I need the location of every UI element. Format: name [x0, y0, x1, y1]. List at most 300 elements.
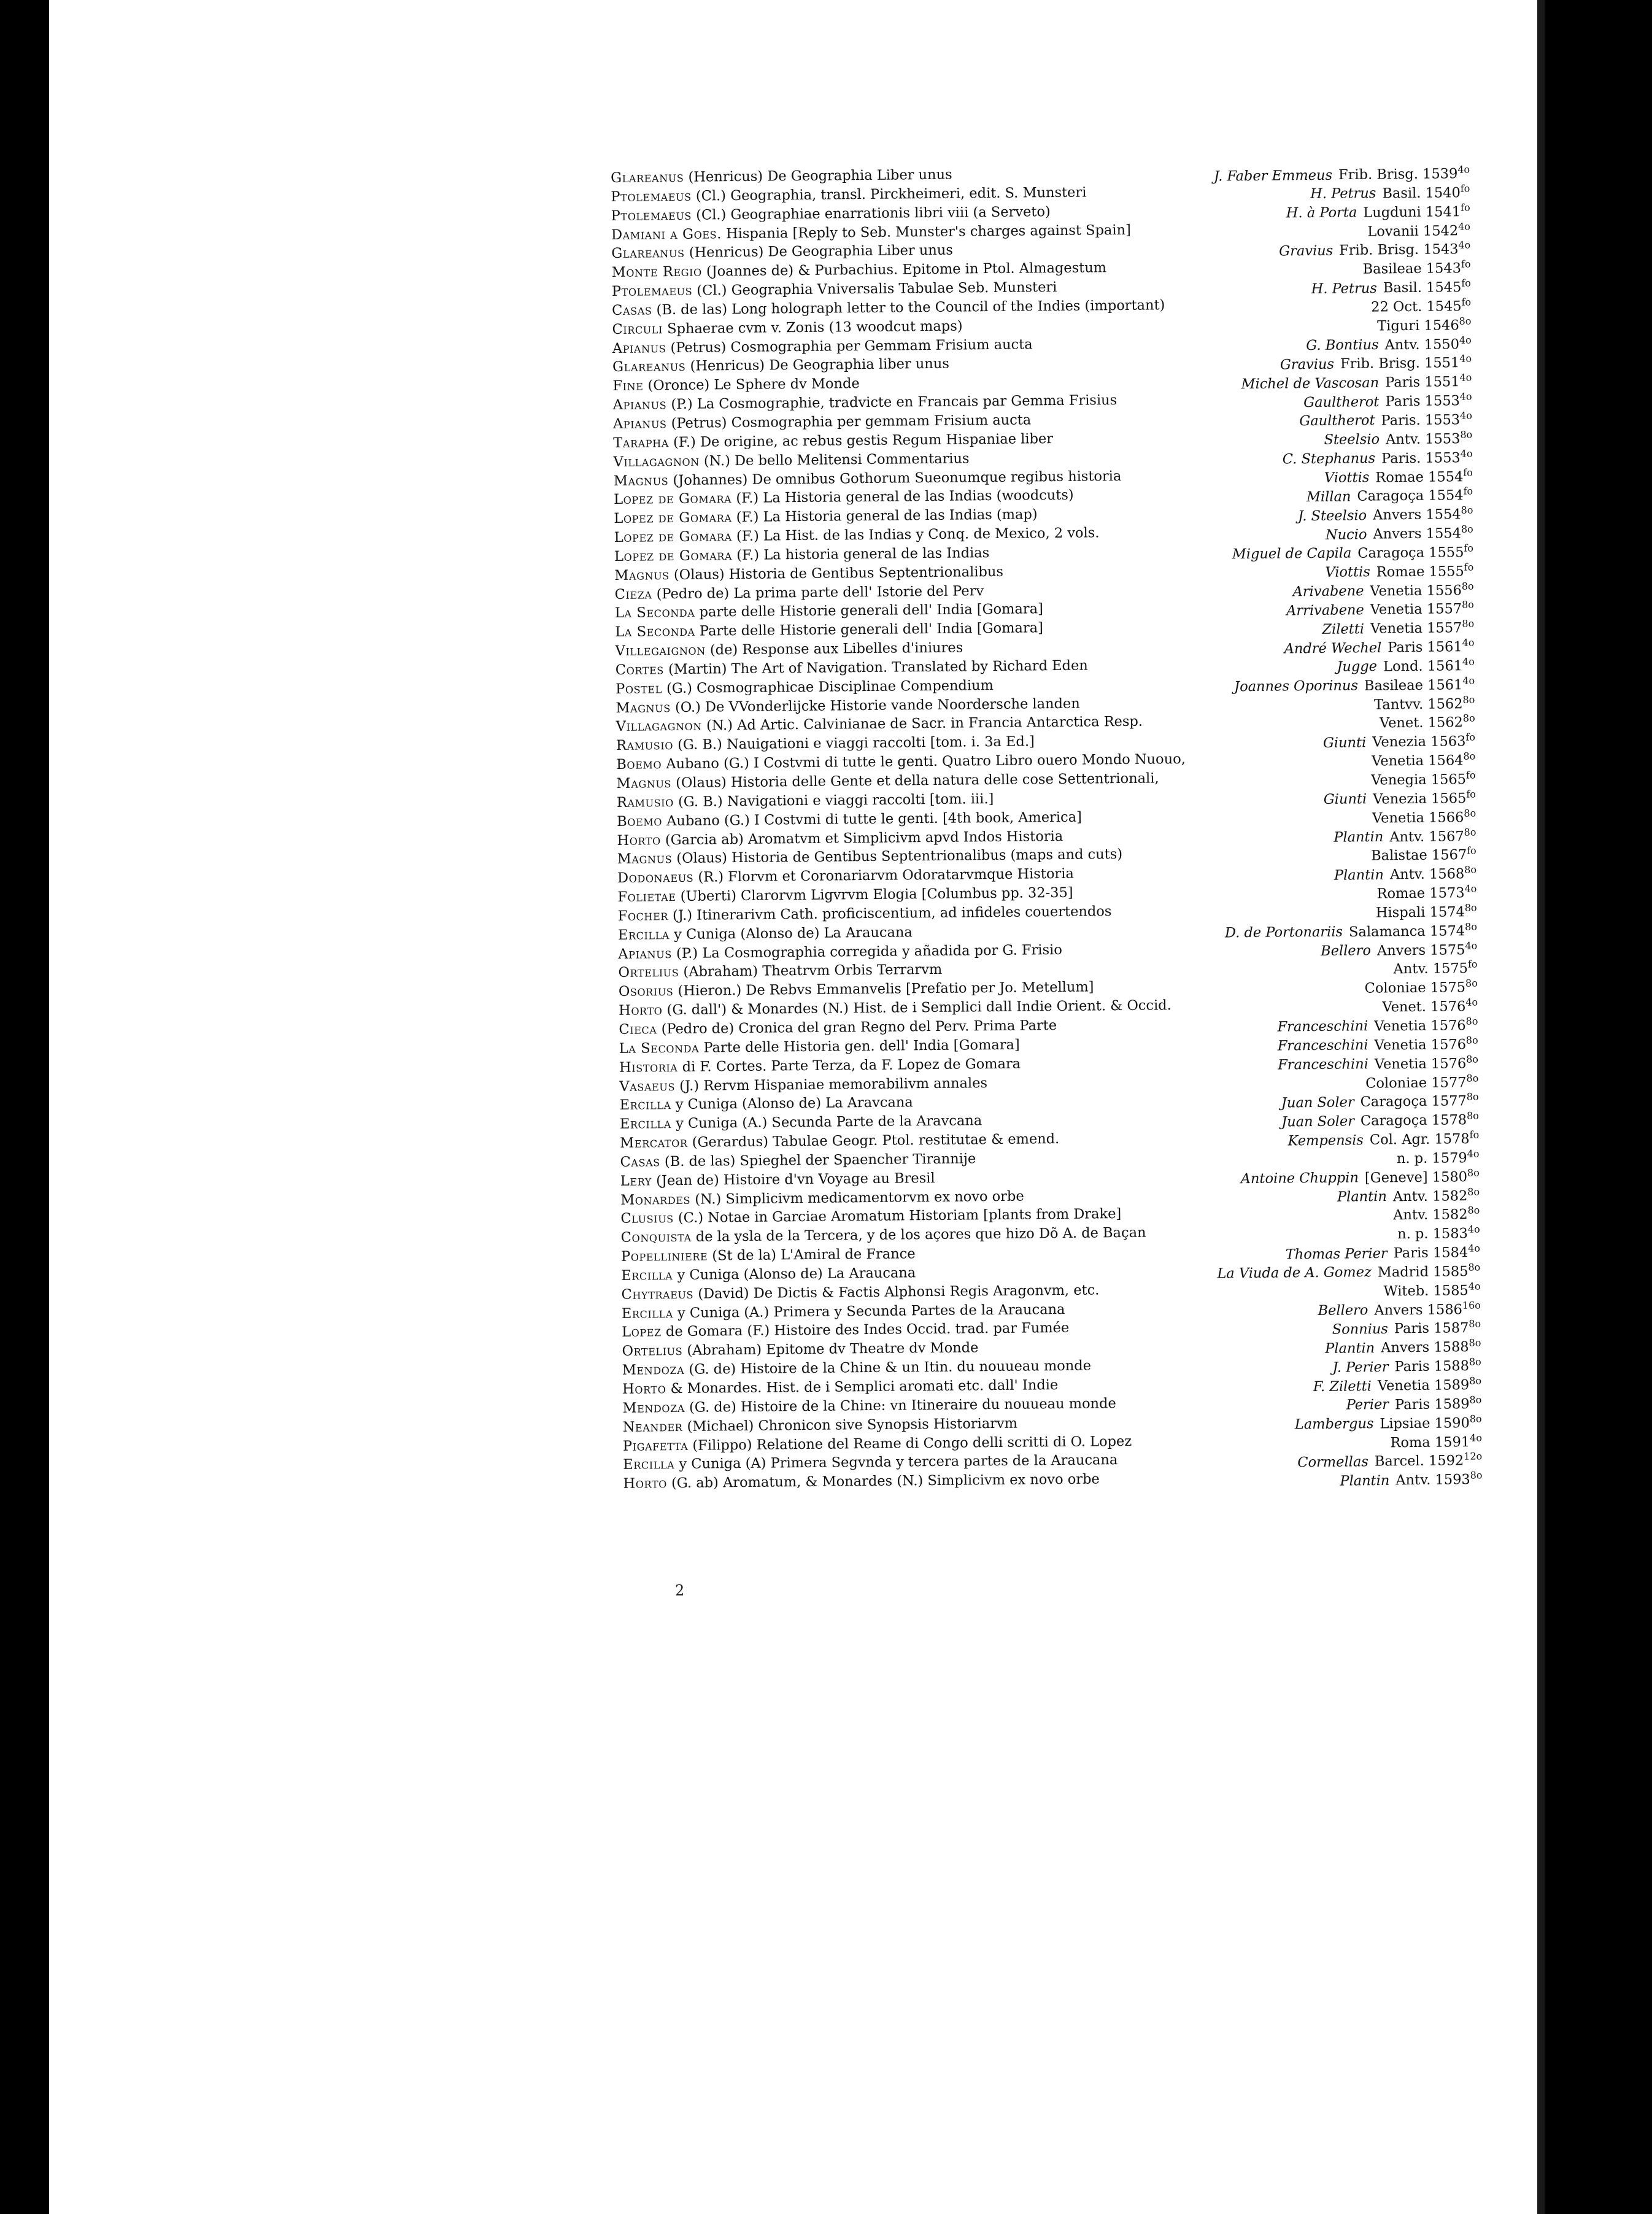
entry-place: Witeb.: [1383, 1282, 1429, 1300]
entry-publisher: Plantin: [1334, 828, 1384, 846]
entry-title: [621, 1244, 916, 1266]
entry-place: Venet.: [1379, 715, 1424, 731]
entry-format: 4o: [1459, 352, 1472, 365]
entry-format: fo: [1463, 485, 1473, 498]
entry-format: 8o: [1468, 1261, 1481, 1273]
entry-year: 1554: [1428, 487, 1464, 504]
entry-format: 8o: [1464, 901, 1477, 914]
entry-text: (Petrus) Cosmographia per gemmam Frisium aucta: [666, 412, 1032, 432]
entry-year: 1585: [1433, 1282, 1469, 1299]
entry-year: 1567: [1431, 847, 1467, 864]
entry-publisher: J. Steelsio: [1297, 507, 1367, 524]
entry-text: y Cuniga (Alonso de) La Aravcana: [671, 1094, 913, 1113]
entry-text: (Jean de) Histoire d'vn Voyage au Bresil: [651, 1170, 935, 1189]
entry-text: (G.) Cosmographicae Disciplinae Compendium: [662, 677, 994, 697]
entry-year: 1555: [1429, 544, 1464, 561]
entry-author: Circuli: [612, 320, 663, 338]
entry-text: (P.) La Cosmographia corregida y añadida por G. Frisio: [671, 941, 1062, 962]
entry-year: 1557: [1427, 620, 1462, 637]
entry-year: 1555: [1429, 563, 1464, 580]
entry-place: Paris.: [1381, 450, 1421, 467]
entry-publisher: Jugge: [1337, 658, 1378, 676]
entry-place: Romae: [1376, 885, 1426, 902]
entry-text: y Cuniga (A.) Primera y Secunda Partes de la Araucana: [673, 1301, 1065, 1321]
entry-format: 8o: [1462, 617, 1475, 630]
entry-format: 8o: [1460, 428, 1473, 441]
entry-year: 1546: [1424, 317, 1459, 334]
entry-format: 4o: [1460, 409, 1473, 422]
entry-publisher: Juan Soler: [1281, 1094, 1354, 1111]
entry-place: Romae: [1376, 563, 1425, 580]
entry-text: (G. de) Histoire de la Chine: vn Itineraire du nouueau monde: [684, 1395, 1116, 1416]
entry-publisher: H. Petrus: [1311, 280, 1378, 297]
entry-text: Aubano (G.) I Costvmi di tutte le genti. Quatro Libro ouero Mondo Nuouo,: [662, 751, 1186, 773]
entry-place: Lugduni: [1363, 204, 1421, 221]
entry-format: 4o: [1459, 334, 1472, 346]
entry-format: 12o: [1464, 1450, 1483, 1463]
entry-text: (F.) La Historia general de las Indias (woodcuts): [731, 487, 1074, 507]
entry-publisher: Miguel de Capila: [1232, 545, 1352, 563]
page-edge: [1537, 0, 1545, 2214]
entry-text: (Henricus) De Geographia liber unus: [685, 356, 949, 375]
entry-place: Romae: [1375, 469, 1424, 486]
entry-author: Mendoza: [622, 1362, 685, 1379]
entry-format: 16o: [1462, 1299, 1481, 1311]
entry-year: 1551: [1424, 355, 1460, 372]
entry-place: Basileae: [1364, 677, 1424, 694]
entry-publisher: Gravius: [1279, 242, 1334, 260]
entry-year: 1562: [1427, 695, 1463, 712]
page-number: 2: [675, 1582, 685, 1599]
entry-year: 1567: [1429, 828, 1464, 845]
entry-format: fo: [1466, 788, 1476, 800]
entry-author: Villagagnon: [616, 718, 703, 735]
entry-place: Venetia: [1374, 1017, 1427, 1035]
entry-format: 8o: [1464, 807, 1476, 819]
entry-place: Anvers: [1373, 507, 1422, 523]
entry-author: Casas: [612, 302, 652, 318]
entry-year: 1543: [1423, 241, 1459, 258]
entry-author: Lopez de Gomara: [614, 547, 733, 565]
entry-place: Venegia: [1371, 771, 1427, 789]
entry-format: fo: [1465, 769, 1476, 781]
entry-place: Antv.: [1384, 336, 1420, 353]
entry-year: 1586: [1427, 1301, 1463, 1318]
entry-text: Sphaerae cvm v. Zonis (13 woodcut maps): [662, 318, 963, 337]
entry-author: Magnus: [614, 566, 670, 584]
entry-publisher: Viottis: [1324, 469, 1370, 486]
entry-place: Anvers: [1373, 525, 1422, 542]
entry-publisher: Giunti: [1322, 735, 1367, 751]
entry-author: Lopez de Gomara: [614, 509, 732, 527]
entry-publisher: Steelsio: [1324, 431, 1380, 449]
entry-format: fo: [1461, 258, 1471, 270]
entry-place: Paris: [1394, 1358, 1430, 1375]
entry-format: 8o: [1467, 1204, 1480, 1217]
entry-year: 1566: [1429, 809, 1464, 826]
entry-format: 8o: [1462, 712, 1475, 725]
entry-text: (F.) La Historia general de las Indias (map): [731, 506, 1038, 526]
entry-format: 4o: [1468, 1242, 1481, 1254]
entry-publisher: Thomas Perier: [1285, 1245, 1388, 1263]
entry-author: Ercilla: [619, 1097, 671, 1114]
entry-text: Parte delle Historia gen. dell' India [Gomara]: [699, 1036, 1020, 1056]
entry-year: 1556: [1426, 582, 1462, 599]
entry-place: Basil.: [1382, 185, 1421, 202]
entry-format: 4o: [1459, 371, 1472, 384]
entry-title: [618, 923, 913, 944]
entry-format: 4o: [1464, 882, 1477, 895]
entry-format: 8o: [1469, 1336, 1481, 1349]
entry-format: fo: [1461, 296, 1472, 308]
entry-format: 4o: [1458, 239, 1471, 252]
entry-author: Osorius: [618, 983, 674, 1000]
entry-year: 1554: [1427, 468, 1464, 485]
entry-format: 4o: [1470, 1431, 1483, 1444]
entry-year: 1562: [1427, 714, 1464, 731]
entry-place: Antv.: [1393, 1207, 1429, 1224]
entry-author: Villegaignon: [615, 642, 706, 660]
entry-author: Ercilla: [617, 926, 670, 943]
entry-publisher: Juan Soler: [1281, 1113, 1355, 1130]
entry-publisher: Giunti: [1323, 791, 1367, 808]
entry-author: Glareanus: [611, 169, 684, 186]
entry-publisher: F. Ziletti: [1313, 1378, 1372, 1395]
entry-text: Aubano (G.) I Costvmi di tutte le genti. [4th book, America]: [662, 809, 1082, 829]
entry-publisher: C. Stephanus: [1282, 450, 1376, 468]
entry-publisher: Franceschini: [1277, 1018, 1368, 1036]
entry-year: 1577: [1431, 1093, 1467, 1110]
entry-year: 1550: [1424, 336, 1460, 353]
entry-author: Boemo: [616, 756, 662, 773]
entry-year: 1545: [1426, 298, 1462, 315]
entry-text: (Henricus) De Geographia Liber unus: [684, 242, 953, 261]
entry-text: (Cl.) Geographia Vniversalis Tabulae Seb. Munsteri: [692, 279, 1057, 299]
entry-author: Magnus: [617, 850, 673, 868]
entry-publisher: H. Petrus: [1310, 185, 1376, 202]
entry-author: Conquista: [620, 1229, 692, 1246]
entry-text: (Gerardus) Tabulae Geogr. Ptol. restitutae & emend.: [687, 1131, 1060, 1151]
entry-text: (Martin) The Art of Navigation. Translated by Richard Eden: [663, 657, 1088, 678]
entry-year: 1574: [1429, 904, 1465, 920]
entry-author: Tarapha: [613, 434, 670, 451]
entry-format: fo: [1461, 277, 1471, 289]
entry-text: de Gomara (F.) Histoire des Indes Occid. trad. par Fumée: [661, 1320, 1070, 1340]
entry-format: 4o: [1457, 163, 1470, 176]
entry-author: Lopez de Gomara: [614, 490, 732, 508]
entry-title: [620, 1169, 935, 1191]
entry-author: Ortelius: [622, 1343, 683, 1360]
entry-author: Mendoza: [622, 1399, 685, 1416]
entry-text: (N.) Simplicivm medicamentorvm ex novo orbe: [690, 1188, 1024, 1208]
entry-author: Ptolemaeus: [611, 207, 692, 224]
entry-text: (David) De Dictis & Factis Alphonsi Regis Aragonvm, etc.: [693, 1282, 1100, 1302]
entry-format: 8o: [1466, 1109, 1479, 1122]
entry-place: Madrid: [1377, 1263, 1429, 1281]
entry-year: 1554: [1426, 506, 1461, 523]
entry-format: 8o: [1466, 1090, 1479, 1103]
entry-place: Frib. Brisg.: [1340, 355, 1420, 372]
entry-format: fo: [1463, 466, 1473, 479]
entry-year: 1565: [1430, 790, 1467, 807]
entry-place: Antv.: [1395, 1472, 1431, 1489]
entry-publisher: Gaultherot: [1303, 393, 1380, 411]
entry-place: Basileae: [1362, 261, 1422, 277]
entry-text: (Filippo) Relatione del Reame di Congo delli scritti di O. Lopez: [688, 1433, 1132, 1454]
entry-text: (Abraham) Epitome dv Theatre dv Monde: [682, 1340, 979, 1359]
entry-author: Glareanus: [611, 245, 685, 262]
entry-year: 1585: [1433, 1263, 1469, 1280]
entry-place: Frib. Brisg.: [1338, 166, 1419, 183]
entry-place: Paris: [1388, 639, 1423, 656]
entry-format: 8o: [1469, 1394, 1482, 1406]
entry-place: Basil.: [1383, 279, 1422, 296]
entry-place: Venetia: [1374, 1055, 1427, 1073]
entry-year: 1543: [1426, 260, 1462, 277]
entry-place: Venezia: [1373, 790, 1427, 808]
entry-format: 4o: [1467, 1148, 1480, 1160]
entry-year: 1568: [1429, 866, 1465, 882]
entry-publisher: Gaultherot: [1299, 412, 1375, 430]
entry-year: 1588: [1434, 1358, 1470, 1375]
entry-publisher: D. de Portonariis: [1224, 924, 1343, 941]
entry-year: 1540: [1425, 185, 1461, 201]
entry-author: Horto: [623, 1475, 667, 1492]
entry-author: Glareanus: [612, 358, 686, 376]
entry-year: 1553: [1425, 431, 1461, 447]
entry-title: [621, 1263, 916, 1285]
entry-year: 1589: [1434, 1377, 1470, 1394]
entry-publisher: J. Faber Emmeus: [1213, 167, 1333, 185]
entry-title: [618, 960, 942, 982]
entry-year: 1574: [1429, 922, 1465, 939]
entry-format: 8o: [1465, 920, 1478, 933]
entry-publisher: Nucio: [1325, 526, 1367, 543]
entry-publisher: Sonnius: [1332, 1321, 1389, 1338]
entry-year: 1583: [1432, 1225, 1469, 1242]
entry-text: (R.) Florvm et Coronariarvm Odoratarvmque Historia: [693, 866, 1074, 885]
entry-place: Anvers: [1374, 1302, 1423, 1319]
entry-place: Paris: [1393, 1244, 1429, 1262]
entry-text: (Michael) Chronicon sive Synopsis Historiarvm: [682, 1415, 1018, 1435]
entry-author: Ortelius: [618, 964, 679, 981]
entry-format: 4o: [1462, 674, 1475, 687]
entry-text: (Petrus) Cosmographia per Gemmam Frisium aucta: [666, 336, 1033, 356]
entry-place: Salamanca: [1348, 923, 1426, 940]
entry-publisher: J. Perier: [1332, 1359, 1389, 1376]
entry-place: Paris: [1384, 374, 1421, 391]
entry-author: Mercator: [620, 1134, 688, 1151]
entry-format: 8o: [1464, 863, 1477, 876]
entry-year: 1588: [1434, 1339, 1469, 1356]
entry-place: Antv.: [1392, 1188, 1429, 1205]
entry-place: Caragoça: [1357, 544, 1425, 561]
entry-publisher: Millan: [1306, 488, 1351, 505]
entry-publisher: H. à Porta: [1286, 204, 1357, 222]
entry-format: 8o: [1465, 977, 1478, 989]
entry-year: 1542: [1422, 222, 1459, 239]
entry-author: Postel: [616, 681, 663, 697]
entry-format: 8o: [1469, 1317, 1481, 1330]
entry-text: y Cuniga (A.) Secunda Parte de la Aravcana: [671, 1113, 982, 1132]
entry-format: 8o: [1462, 693, 1475, 706]
entry-place: Venetia: [1377, 1377, 1430, 1394]
entry-author: Vasaeus: [619, 1078, 676, 1095]
entry-place: Venetia: [1370, 601, 1422, 619]
entry-format: fo: [1461, 201, 1470, 214]
entry-year: 1593: [1435, 1472, 1470, 1488]
entry-year: 1565: [1430, 771, 1467, 788]
entry-author: Ptolemaeus: [611, 188, 692, 205]
entry-format: fo: [1460, 182, 1470, 195]
entry-format: fo: [1467, 958, 1478, 971]
entry-author: Cieza: [614, 585, 652, 603]
entry-publisher: Antoine Chuppin: [1240, 1170, 1359, 1187]
entry-author: Magnus: [613, 472, 669, 489]
entry-format: 8o: [1461, 523, 1473, 535]
entry-year: 1582: [1432, 1206, 1468, 1224]
entry-publisher: Franceschini: [1278, 1056, 1368, 1073]
entry-format: 8o: [1469, 1413, 1482, 1425]
entry-place: Paris: [1385, 393, 1421, 410]
entry-text: (O.) De VVonderlijcke Historie vande Noordersche landen: [670, 695, 1080, 716]
entry-author: Ercilla: [619, 1116, 672, 1133]
entry-year: 1580: [1432, 1168, 1468, 1186]
entry-format: 8o: [1461, 598, 1474, 611]
entry-publisher: Bellero: [1320, 943, 1372, 960]
entry-year: 1541: [1425, 203, 1461, 220]
entry-year: 1576: [1430, 998, 1466, 1015]
entry-year: 1577: [1431, 1074, 1467, 1091]
entry-author: Apianus: [618, 945, 672, 962]
entry-format: 8o: [1465, 1034, 1478, 1046]
entry-text: (Henricus) De Geographia Liber unus: [684, 166, 952, 185]
entry-format: 8o: [1467, 1186, 1480, 1198]
entry-place: Tantvv.: [1373, 696, 1424, 713]
entry-format: fo: [1467, 844, 1476, 857]
entry-text: (Abraham) Theatrvm Orbis Terrarvm: [679, 962, 943, 981]
entry-author: La Seconda: [619, 1040, 700, 1057]
entry-publisher: Cormellas: [1297, 1454, 1369, 1471]
entry-place: Balistae: [1371, 847, 1427, 865]
entry-author: Ramusio: [616, 793, 674, 811]
entry-author: Ercilla: [623, 1456, 675, 1473]
entry-place: Lipsiae: [1380, 1415, 1430, 1432]
entry-publisher: Bellero: [1318, 1302, 1368, 1319]
entry-text: (G. B.) Nauigationi e viaggi raccolti [tom. i. 3a Ed.]: [673, 733, 1035, 754]
entry-format: fo: [1464, 561, 1474, 573]
entry-year: 1561: [1427, 676, 1463, 693]
entry-author: Apianus: [612, 415, 667, 432]
entry-text: y Cuniga (Alonso de) La Araucana: [669, 924, 913, 943]
entry-author: Damiani a Goes.: [611, 225, 722, 243]
entry-text: & Monardes. Hist. de i Semplici aromati etc. dall' Indie: [666, 1377, 1059, 1397]
entry-format: 4o: [1467, 1223, 1480, 1235]
entry-author: Lopez: [622, 1324, 662, 1341]
entry-text: (de) Response aux Libelles d'iniures: [705, 639, 963, 658]
entry-text: (N.) Ad Artic. Calvinianae de Sacr. in Francia Antarctica Resp.: [701, 714, 1143, 735]
entry-format: fo: [1469, 1128, 1480, 1141]
entry-author: Horto: [622, 1381, 666, 1397]
entry-text: (B. de las) Long holograph letter to the Council of the Indies (important): [652, 297, 1165, 318]
entry-author: Casas: [620, 1154, 660, 1170]
entry-format: 8o: [1465, 1015, 1478, 1027]
entry-text: (Olaus) Historia de Gentibus Septentrionalibus: [669, 563, 1004, 583]
entry-text: (G. ab) Aromatum, & Monardes (N.) Simplicivm ex novo orbe: [666, 1471, 1100, 1492]
entry-title: [623, 1470, 1100, 1494]
entry-format: 4o: [1460, 447, 1473, 460]
entry-author: Apianus: [612, 396, 667, 414]
entry-place: Coloniae: [1365, 1074, 1427, 1092]
entry-place: 22 Oct.: [1371, 298, 1422, 315]
entry-place: Venetia: [1370, 582, 1422, 600]
entry-format: 8o: [1466, 1053, 1479, 1065]
entry-author: Pigafetta: [622, 1437, 689, 1454]
entry-format: 4o: [1458, 220, 1471, 233]
entry-publisher: Kempensis: [1287, 1132, 1364, 1149]
entry-place: Antv.: [1385, 431, 1421, 448]
entry-place: Col. Agr.: [1369, 1131, 1430, 1148]
entry-year: 1564: [1428, 752, 1464, 769]
entry-format: 8o: [1463, 750, 1476, 762]
entry-author: Cortes: [615, 662, 664, 678]
entry-year: 1591: [1434, 1433, 1470, 1451]
entry-year: 1576: [1430, 1036, 1467, 1053]
entry-year: 1553: [1424, 393, 1461, 409]
entry-text: Hispania [Reply to Seb. Munster's charges against Spain]: [721, 222, 1131, 242]
entry-publisher: Arrivabene: [1286, 602, 1364, 619]
entry-publisher: Joannes Oporinus: [1233, 677, 1359, 695]
entry-year: 1551: [1424, 374, 1460, 391]
entry-text: di F. Cortes. Parte Terza, da F. Lopez de Gomara: [677, 1055, 1021, 1075]
entry-year: 1587: [1434, 1320, 1469, 1337]
entry-place: Paris.: [1381, 412, 1421, 429]
entry-text: y Cuniga (Alonso de) La Araucana: [673, 1265, 916, 1284]
document-page: [49, 0, 1537, 2214]
entry-year: 1545: [1426, 279, 1462, 296]
entry-publisher: Plantin: [1337, 1188, 1388, 1205]
entry-author: Ramusio: [616, 737, 674, 754]
entry-year: 1575: [1430, 979, 1466, 997]
entry-place: Paris: [1394, 1396, 1430, 1413]
entry-text: (B. de las) Spieghel der Spaencher Tirannije: [660, 1151, 976, 1170]
entry-place: Caragoça: [1360, 1112, 1427, 1130]
entry-format: 8o: [1467, 1167, 1480, 1179]
entry-year: 1554: [1426, 525, 1462, 542]
entry-format: fo: [1464, 542, 1474, 554]
entry-year: 1539: [1422, 166, 1458, 182]
entry-year: 1553: [1424, 412, 1461, 428]
entry-author: Lery: [620, 1173, 652, 1189]
entry-year: 1563: [1430, 733, 1466, 750]
entry-place: Barcel.: [1374, 1453, 1424, 1470]
entry-imprint: [1340, 1467, 1483, 1491]
entry-text: parte delle Historie generali dell' India [Gomara]: [695, 601, 1043, 621]
entry-text: (G. dall') & Monardes (N.) Hist. de i Semplici dall Indie Orient. & Occid.: [662, 997, 1171, 1019]
entry-publisher: Plantin: [1340, 1472, 1390, 1489]
entry-author: Folietae: [617, 889, 676, 906]
entry-author: Cieca: [619, 1021, 657, 1038]
entry-format: 4o: [1459, 390, 1472, 403]
entry-place: Roma: [1390, 1434, 1430, 1451]
entry-place: Paris: [1394, 1321, 1430, 1337]
entry-place: Lond.: [1383, 658, 1423, 675]
entry-place: Venezia: [1372, 734, 1427, 750]
entry-author: Boemo: [617, 812, 663, 830]
entry-place: Antv.: [1393, 961, 1429, 978]
entry-year: 1582: [1432, 1187, 1468, 1205]
entry-author: La Seconda: [615, 623, 695, 641]
